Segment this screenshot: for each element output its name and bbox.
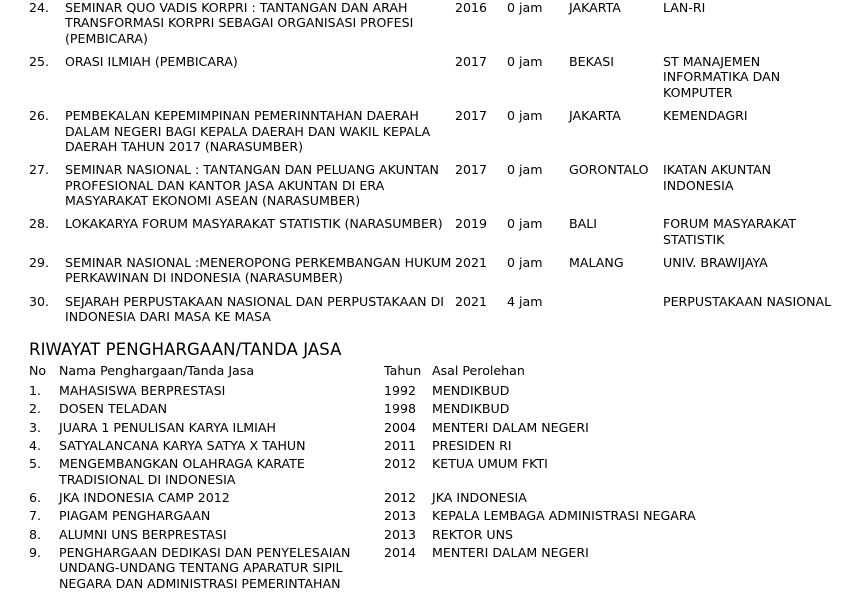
award-source: KETUA UMUM FKTI	[432, 456, 548, 472]
award-no: 9.	[29, 545, 42, 561]
award-no: 3.	[29, 419, 42, 435]
seminar-year: 2017	[455, 108, 488, 124]
award-year: 1992	[384, 382, 417, 398]
award-year: 2013	[384, 508, 417, 524]
award-no: 8.	[29, 526, 42, 542]
award-name: MAHASISWA BERPRESTASI	[59, 382, 226, 398]
seminar-no: 30.	[29, 293, 50, 309]
award-name: SATYALANCANA KARYA SATYA X TAHUN	[59, 437, 306, 453]
awards-table-body	[0, 363, 845, 594]
award-source: MENTERI DALAM NEGERI	[432, 545, 589, 561]
seminar-year: 2021	[455, 255, 488, 271]
seminar-organizer: UNIV. BRAWIJAYA	[663, 255, 768, 271]
seminar-duration: 0 jam	[507, 0, 543, 15]
seminar-no: 25.	[29, 54, 50, 70]
seminar-desc: SEJARAH PERPUSTAKAAN NASIONAL DAN PERPUSTAKAAN DI INDONESIA DARI MASA KE MASA	[65, 293, 444, 325]
seminar-organizer: FORUM MASYARAKAT STATISTIK	[663, 216, 797, 247]
seminar-organizer: IKATAN AKUNTAN INDONESIA	[663, 162, 772, 193]
table-row	[0, 108, 845, 162]
awards-header-name: Nama Penghargaan/Tanda Jasa	[59, 363, 255, 379]
award-source: MENDIKBUD	[432, 382, 510, 398]
award-year: 2012	[384, 489, 417, 505]
seminar-duration: 0 jam	[507, 162, 543, 178]
seminar-place: BALI	[569, 216, 597, 232]
seminar-year: 2017	[455, 162, 488, 178]
award-year: 2013	[384, 526, 417, 542]
table-row	[0, 0, 845, 54]
award-source: KEPALA LEMBAGA ADMINISTRASI NEGARA	[432, 508, 696, 524]
seminar-desc: SEMINAR NASIONAL :MENEROPONG PERKEMBANGAN HUKUM PERKAWINAN DI INDONESIA (NARASUMBER)	[65, 255, 452, 286]
awards-header-row	[0, 363, 845, 382]
seminar-desc: SEMINAR NASIONAL : TANTANGAN DAN PELUANG AKUNTAN PROFESIONAL DAN KANTOR JASA AKUNTAN DI ERA MASYARAKAT EKONOMI ASEAN (NARASUMBER)	[65, 162, 439, 208]
seminar-place: GORONTALO	[569, 162, 649, 178]
seminar-duration: 0 jam	[507, 108, 543, 124]
seminar-year: 2019	[455, 216, 488, 232]
table-row	[0, 420, 845, 438]
seminar-place: MALANG	[569, 255, 624, 271]
award-year: 2014	[384, 545, 417, 561]
seminar-place: BEKASI	[569, 54, 614, 70]
table-row	[0, 216, 845, 255]
award-name: DOSEN TELADAN	[59, 401, 168, 417]
seminar-no: 28.	[29, 216, 50, 232]
seminar-desc: PEMBEKALAN KEPEMIMPINAN PEMERINNTAHAN DAERAH DALAM NEGERI BAGI KEPALA DAERAH DAN WAKIL KEPALA DAERAH TAHUN 2017 (NARASUMBER)	[65, 108, 431, 154]
seminar-duration: 0 jam	[507, 216, 543, 232]
table-row	[0, 490, 845, 508]
seminar-no: 26.	[29, 108, 50, 124]
seminar-no: 29.	[29, 255, 50, 271]
seminar-place: JAKARTA	[569, 108, 621, 124]
awards-table	[0, 363, 845, 594]
seminar-organizer: PERPUSTAKAAN NASIONAL	[663, 293, 832, 309]
seminar-place: JAKARTA	[569, 0, 621, 15]
table-row	[0, 54, 845, 108]
award-no: 4.	[29, 437, 42, 453]
award-no: 5.	[29, 456, 42, 472]
seminar-year: 2021	[455, 293, 488, 309]
seminar-organizer: LAN-RI	[663, 0, 706, 15]
awards-header-source: Asal Perolehan	[432, 363, 525, 379]
seminar-no: 24.	[29, 0, 50, 15]
seminar-year: 2016	[455, 0, 488, 15]
table-row	[0, 527, 845, 545]
award-no: 6.	[29, 489, 42, 505]
award-source: REKTOR UNS	[432, 526, 513, 542]
award-year: 2011	[384, 437, 417, 453]
table-row	[0, 545, 845, 594]
award-source: MENDIKBUD	[432, 401, 510, 417]
seminar-duration: 0 jam	[507, 54, 543, 70]
table-row	[0, 508, 845, 526]
award-name: JUARA 1 PENULISAN KARYA ILMIAH	[59, 419, 276, 435]
table-row	[0, 456, 845, 490]
awards-header-no: No	[29, 363, 47, 379]
seminar-organizer: KEMENDAGRI	[663, 108, 748, 124]
award-year: 2012	[384, 456, 417, 472]
awards-header-year: Tahun	[384, 363, 422, 379]
seminar-duration: 0 jam	[507, 255, 543, 271]
seminar-duration: 4 jam	[507, 293, 543, 309]
award-no: 1.	[29, 382, 42, 398]
award-name: PENGHARGAAN DEDIKASI DAN PENYELESAIAN UNDANG-UNDANG TENTANG APARATUR SIPIL NEGARA DAN ADMINISTRASI PEMERINTAHAN	[59, 545, 351, 591]
award-name: PIAGAM PENGHARGAAN	[59, 508, 211, 524]
award-source: MENTERI DALAM NEGERI	[432, 419, 589, 435]
seminar-place	[569, 294, 663, 333]
seminar-desc: SEMINAR QUO VADIS KORPRI : TANTANGAN DAN ARAH TRANSFORMASI KORPRI SEBAGAI ORGANISASI PROFESI (PEMBICARA)	[65, 0, 414, 46]
seminar-organizer: ST MANAJEMEN INFORMATIKA DAN KOMPUTER	[663, 54, 781, 100]
table-row	[0, 401, 845, 419]
seminar-desc: LOKAKARYA FORUM MASYARAKAT STATISTIK (NARASUMBER)	[65, 216, 443, 232]
table-row	[0, 438, 845, 456]
award-no: 2.	[29, 401, 42, 417]
table-row	[0, 255, 845, 294]
table-row	[0, 162, 845, 216]
award-name: ALUMNI UNS BERPRESTASI	[59, 526, 227, 542]
seminar-no: 27.	[29, 162, 50, 178]
award-no: 7.	[29, 508, 42, 524]
award-name: JKA INDONESIA CAMP 2012	[59, 489, 230, 505]
seminar-year: 2017	[455, 54, 488, 70]
seminar-desc: ORASI ILMIAH (PEMBICARA)	[65, 54, 238, 70]
award-year: 2004	[384, 419, 417, 435]
award-year: 1998	[384, 401, 417, 417]
award-source: JKA INDONESIA	[432, 489, 527, 505]
page-title: RIWAYAT PENGHARGAAN/TANDA JASA	[29, 340, 342, 360]
table-row	[0, 383, 845, 401]
award-name: MENGEMBANGKAN OLAHRAGA KARATE TRADISIONAL DI INDONESIA	[59, 456, 305, 487]
award-source: PRESIDEN RI	[432, 437, 512, 453]
table-row	[0, 294, 845, 333]
